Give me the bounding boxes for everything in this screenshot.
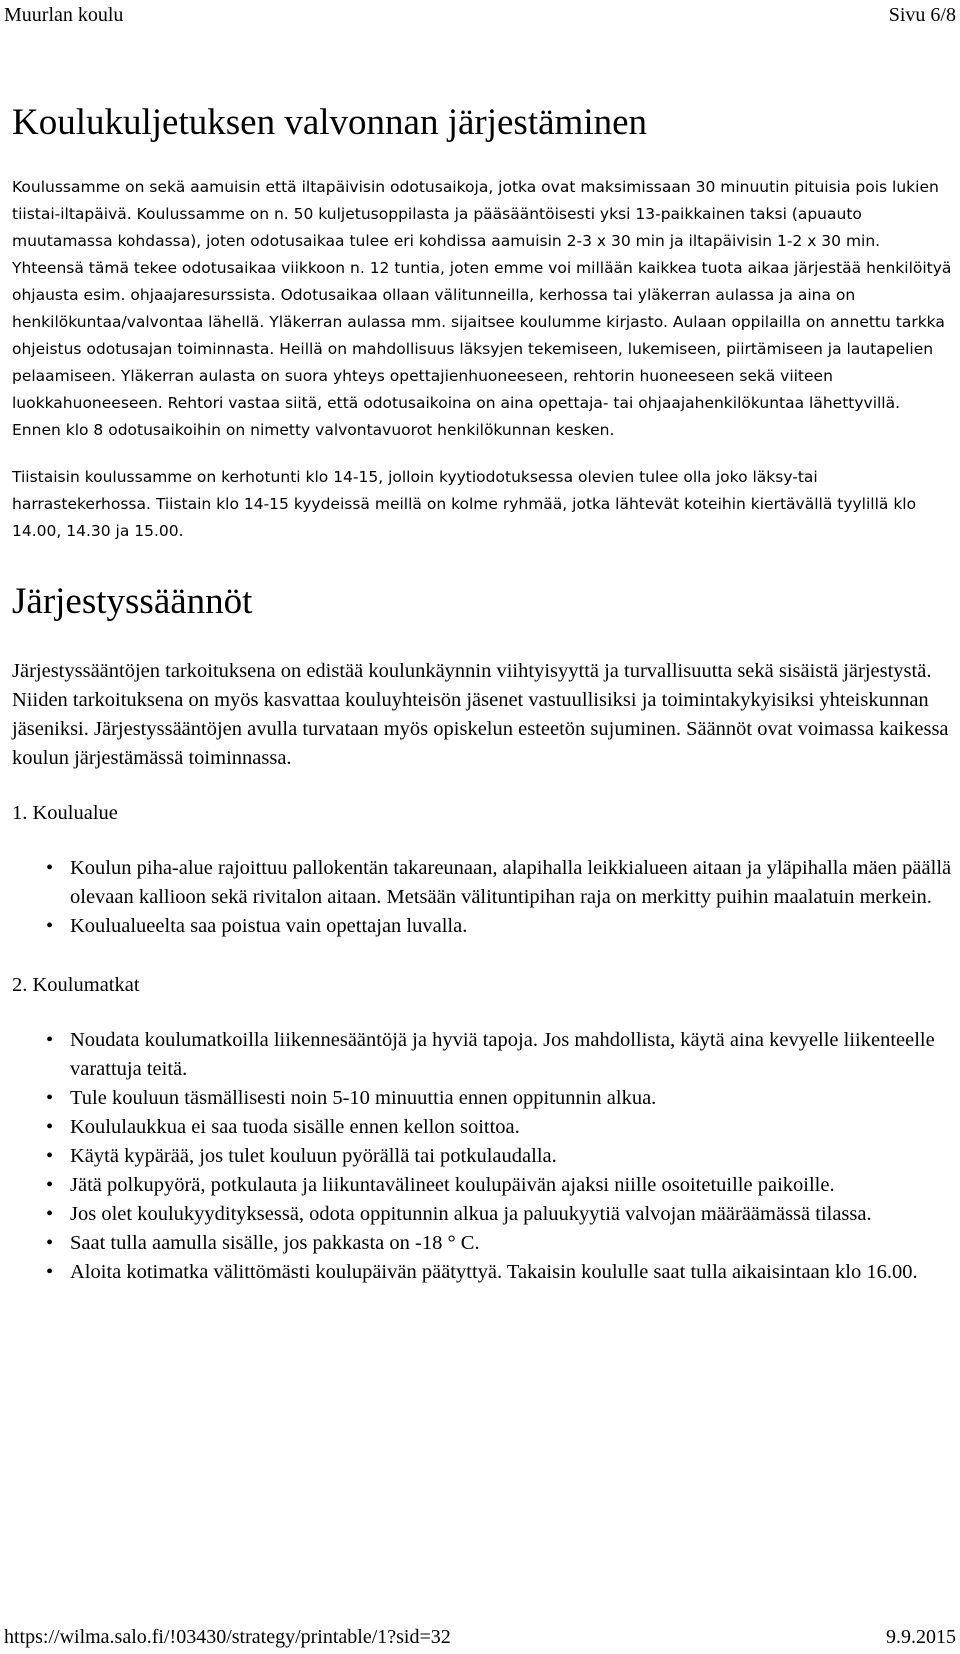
transport-paragraph-1: Koulussamme on sekä aamuisin että iltapäivisin odotusaikoja, jotka ovat maksimissaan 30 minuutin pituisia pois lukien tiistai-iltapäivä. Koulussamme on n. 50 kuljetusoppilasta ja pääsääntöisesti yksi 13-paikkainen taksi (apuauto muutamassa kohdassa), joten odotusaikaa tulee eri kohdissa aamuisin 2-3 x 30 min ja iltapäivisin 1-2 x 30 min. Yhteensä tämä tekee odotusaikaa viikkoon n. 12 tuntia, joten emme voi millään kaikkea tuota aikaa järjestää henkilöityä ohjausta esim. ohjaajaresurssista. Odotusaikaa ollaan välitunneilla, kerhossa tai yläkerran aulassa ja aina on henkilökuntaa/valvontaa lähellä. Yläkerran aulassa mm. sijaitsee koulumme kirjasto. Aulaan oppilailla on annettu tarkka ohjeistus odotusajan toiminnasta. Heillä on mahdollisuus läksyjen tekemiseen, lukemiseen, piirtämiseen ja lautapelien pelaamiseen. Yläkerran aulasta on suora yhteys opettajienhuoneeseen, rehtorin huoneeseen sekä viiteen luokkahuoneeseen. Rehtori vastaa siitä, että odotusaikoina on aina opettaja- tai ohjaajahenkilökuntaa lähettyvillä. Ennen klo 8 odotusaikoihin on nimetty valvontavuorot henkilökunnan kesken. <box>12 178 952 439</box>
page-header <box>0 0 960 40</box>
document-content <box>12 100 952 1287</box>
list-item <box>12 1084 952 1113</box>
list-item-text: Koulualueelta saa poistua vain opettajan luvalla. <box>70 915 468 937</box>
bullet-icon: • <box>46 1116 54 1138</box>
list-item <box>12 1142 952 1171</box>
rules-intro-paragraph: Järjestyssääntöjen tarkoituksena on edistää koulunkäynnin viihtyisyyttä ja turvallisuutta sekä sisäistä järjestystä. Niiden tarkoituksena on myös kasvattaa kouluyhteisön jäsenet vastuullisiksi ja toimintakykyisiksi yhteiskunnan jäseniksi. Järjestyssääntöjen avulla turvataan myös opiskelun esteetön sujuminen. Säännöt ovat voimassa kaikessa koulun järjestämässä toiminnassa. <box>12 660 949 769</box>
subsection-title-school-trips: 2. Koulumatkat <box>12 974 140 996</box>
list-item-text: Koululaukkua ei saa tuoda sisälle ennen kellon soittoa. <box>70 1116 520 1138</box>
list-item <box>12 1229 952 1258</box>
bullet-icon: • <box>46 1087 54 1109</box>
header-page-number: Sivu 6/8 <box>888 4 956 26</box>
list-item-text: Jätä polkupyörä, potkulauta ja liikuntavälineet koulupäivän ajaksi niille osoitetuille paikoille. <box>70 1174 835 1196</box>
list-item <box>12 1200 952 1229</box>
list-item <box>12 1258 952 1287</box>
list-item-text: Aloita kotimatka välittömästi koulupäivän päätyttyä. Takaisin koululle saat tulla aikaisintaan klo 16.00. <box>70 1261 918 1283</box>
bullet-icon: • <box>46 1203 54 1225</box>
list-item <box>12 1171 952 1200</box>
list-item <box>12 1113 952 1142</box>
bullet-icon: • <box>46 1232 54 1254</box>
bullet-icon: • <box>46 1261 54 1283</box>
list-item <box>12 854 952 912</box>
list-item <box>12 912 952 941</box>
transport-paragraph-2: Tiistaisin koulussamme on kerhotunti klo 14-15, jolloin kyytiodotuksessa olevien tulee olla joko läksy-tai harrastekerhossa. Tiistain klo 14-15 kyydeissä meillä on kolme ryhmää, jotka lähtevät koteihin kiertävällä tyylillä klo 14.00, 14.30 ja 15.00. <box>12 468 917 540</box>
list-item-text: Käytä kypärää, jos tulet kouluun pyörällä tai potkulaudalla. <box>70 1145 557 1167</box>
section-title-transport: Koulukuljetuksen valvonnan järjestäminen <box>12 102 648 143</box>
header-school-name: Muurlan koulu <box>4 4 124 26</box>
list-item-text: Saat tulla aamulla sisälle, jos pakkasta on -18 ° C. <box>70 1232 480 1254</box>
footer-date: 9.9.2015 <box>886 1626 956 1648</box>
list-item-text: Tule kouluun täsmällisesti noin 5-10 minuuttia ennen oppitunnin alkua. <box>70 1087 657 1109</box>
bullet-icon: • <box>46 1029 54 1051</box>
page-footer <box>0 1626 960 1654</box>
footer-url: https://wilma.salo.fi/!03430/strategy/printable/1?sid=32 <box>4 1626 451 1648</box>
school-area-rules-list <box>12 854 952 941</box>
list-item <box>12 1026 952 1084</box>
bullet-icon: • <box>46 1174 54 1196</box>
bullet-icon: • <box>46 1145 54 1167</box>
bullet-icon: • <box>46 857 54 879</box>
subsection-title-school-area: 1. Koulualue <box>12 802 118 824</box>
list-item-text: Koulun piha-alue rajoittuu pallokentän takareunaan, alapihalla leikkialueen aitaan ja yläpihalla mäen päällä olevaan kallioon sekä rivitalon aitaan. Metsään välituntipihan raja on merkitty puihin maalatuin merkein. <box>70 857 952 908</box>
section-title-rules: Järjestyssäännöt <box>12 581 253 622</box>
list-item-text: Noudata koulumatkoilla liikennesääntöjä ja hyviä tapoja. Jos mahdollista, käytä aina kevyelle liikenteelle varattuja teitä. <box>70 1029 935 1080</box>
list-item-text: Jos olet koulukyydityksessä, odota oppitunnin alkua ja paluukyytiä valvojan määräämässä tilassa. <box>70 1203 872 1225</box>
bullet-icon: • <box>46 915 54 937</box>
school-trip-rules-list <box>12 1026 952 1287</box>
